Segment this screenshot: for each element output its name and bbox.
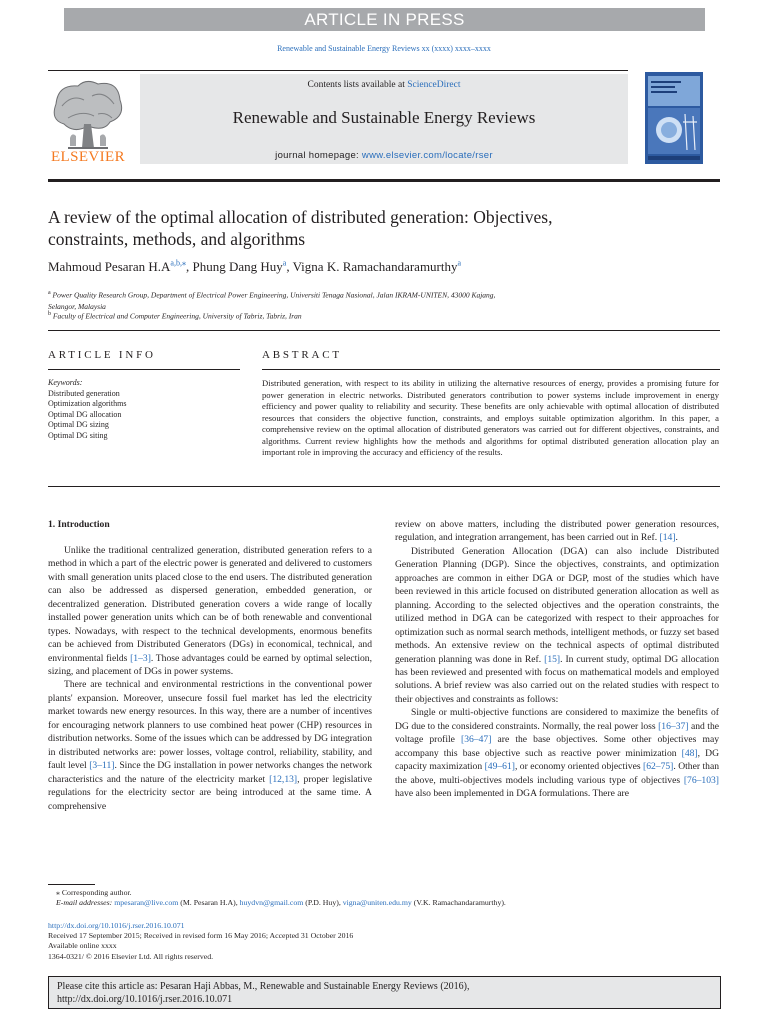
citation-link[interactable]: [14] (659, 532, 676, 544)
body-text: are the base objectives. Some other objectives may accompany this base objective such as reactive power minimization (395, 734, 720, 759)
body-text: Distributed Generation Allocation (DGA) can also include Distributed Generation Planning (DGP). Since the objectives, constraints, and optimization approaches are common in either DGA or DGP, most of the studies which have been reviewed in this article focused on distributed generation allocation as well as planning. According to the selected objectives and the operation constraints, the utilized method in DGA can be categorized with respect to their approaches for optimization such as normal search methods, intelligent methods, or fuzzy set based methods. An extensive review on the technical aspects of optimal distributed generation planning was done in Ref. (395, 545, 719, 665)
available-online: Available online xxxx (48, 941, 117, 951)
title-line-1: A review of the optimal allocation of distributed generation: Objectives, (48, 207, 553, 227)
email-link[interactable]: vigna@uniten.edu.my (342, 898, 412, 908)
body-paragraph (395, 545, 719, 706)
affiliation-marker: a (48, 290, 51, 296)
email-owner: (M. Pesaran H.A), (178, 898, 240, 908)
email-link[interactable]: huydvn@gmail.com (239, 898, 304, 908)
author-name: Vigna K. Ramachandaramurthy (292, 259, 458, 274)
body-text: and the voltage profile (395, 720, 719, 746)
footnote-rule (48, 884, 95, 885)
email-owner: (P.D. Huy), (303, 898, 343, 908)
received-dates: Received 17 September 2015; Received in revised form 16 May 2016; Accepted 31 October 2016 (48, 931, 354, 941)
affiliation-b (48, 309, 668, 322)
corresponding-author-note: ⁎ Corresponding author. (56, 888, 132, 897)
abstract-rule (262, 369, 720, 370)
body-text: Unlike the traditional centralized generation, distributed generation refers to a method in which a part of the electric power is generated and delivered to customers with small generation units placed close to the end users. The distributed generation can also be addressed as dispersed generation, embedded generation, or decentralized generation. Distributed generation covers a wide range of locally installed power generation units which can be of both renewable and conventional types. Nowadays, with respect to the technical developments, enormous benefits can be achieved from Distributed Generators (DGs) in economical, technical, and environmental fields (48, 544, 372, 664)
body-paragraph (395, 706, 719, 800)
affiliation-a-line-1: Power Quality Research Group, Department of Electrical Power Engineering, Universiti Tenaga Nasional, Jalan IKRAM-UNITEN, 43000 Kajang, (52, 290, 496, 300)
body-text: . Since the DG installation in power networks changes the network characteristics and the nature of the electricity market (48, 760, 372, 785)
body-text: . Other than the above, multi-objectives models including various type of objectives (395, 761, 719, 786)
body-divider-rule (48, 486, 720, 487)
keyword-item: Distributed generation (48, 388, 120, 398)
body-text: , or economy oriented objectives (514, 761, 643, 773)
journal-title: Renewable and Sustainable Energy Reviews (232, 108, 536, 127)
homepage-label: journal homepage: (275, 150, 359, 161)
footnotes (56, 888, 506, 908)
journal-cover-thumbnail (645, 72, 703, 164)
keywords-block (48, 378, 126, 442)
email-link[interactable]: mpesaran@live.com (114, 898, 179, 908)
contents-line (140, 80, 628, 90)
email-owner: (V.K. Ramachandaramurthy). (411, 898, 506, 908)
author-name: Phung Dang Huy (192, 259, 283, 274)
affiliation-marker: b (48, 311, 51, 317)
title-line-2: constraints, methods, and algorithms (48, 229, 306, 249)
cite-this-article-box (48, 976, 721, 1009)
body-text: . Those advantages could be earned by optimal selection, sizing, and placement of DGs in power systems. (48, 652, 373, 678)
body-text: have also been implemented in DGA formulations. There are (395, 788, 629, 800)
author-affiliation-link[interactable]: a (282, 258, 287, 268)
body-left-column (48, 518, 372, 813)
keyword-item: Optimal DG allocation (48, 409, 122, 419)
journal-reference-link[interactable]: Renewable and Sustainable Energy Reviews xx (xxxx) xxxx–xxxx (277, 44, 491, 53)
cite-line-1: Please cite this article as: Pesaran Haji Abbas, M., Renewable and Sustainable Energy Reviews (2016), (57, 981, 470, 992)
article-history (48, 921, 353, 962)
author-affiliation-link[interactable]: a (457, 258, 462, 268)
elsevier-wordmark: ELSEVIER (50, 149, 126, 165)
keywords-label: Keywords: (48, 378, 83, 387)
masthead-bottom-rule (48, 179, 720, 182)
body-paragraph (395, 518, 719, 545)
copyright-line: 1364-0321/ © 2016 Elsevier Ltd. All rights reserved. (48, 951, 214, 961)
article-info-heading: ARTICLE INFO (48, 349, 156, 361)
keyword-item: Optimal DG sizing (48, 420, 109, 430)
body-text: , DG capacity maximization (395, 747, 720, 773)
email-label: E-mail addresses: (56, 898, 113, 908)
body-text: . In current study, optimal DG allocation has been reviewed and presented with focus on mathematical models and employed solutions. A brief review was also carried out on the related studies with respect to their objectives and constraints as follows: (395, 653, 719, 705)
masthead-top-rule (48, 70, 628, 71)
citation-link[interactable]: [36–47] (461, 734, 492, 746)
author-separator: , (185, 259, 193, 274)
body-text: . (675, 532, 678, 544)
email-addresses (56, 898, 506, 908)
journal-masthead (140, 74, 628, 164)
author-list (48, 259, 461, 275)
citation-link[interactable]: [76–103] (683, 774, 719, 786)
keyword-item: Optimal DG siting (48, 430, 108, 440)
affiliation-b-text: Faculty of Electrical and Computer Engineering, University of Tabriz, Tabriz, Iran (52, 311, 302, 321)
citation-link[interactable]: [16–37] (658, 720, 689, 732)
sciencedirect-link[interactable]: ScienceDirect (407, 80, 461, 90)
cite-doi-link[interactable]: http://dx.doi.org/10.1016/j.rser.2016.10.071 (57, 994, 233, 1005)
citation-link[interactable]: [62–75] (643, 761, 674, 773)
body-text: There are technical and environmental restrictions in the conventional power plants' expansion. Moreover, unsecure fossil fuel market has led the electricity market towards new energy resources. In this way, there are a number of incentives for encouraging network planners to use combined heat power (CHP) resources in distribution networks. Some of the issues which can be addressed by DG integration in distributed networks are: power losses, voltage control, reliability, stability, and fault level (48, 679, 372, 772)
body-text: Single or multi-objective functions are considered to maximize the benefits of DG due to the considered constraints. Normally, the real power loss (395, 707, 719, 732)
citation-link[interactable]: [12,13] (269, 773, 298, 785)
body-paragraph (48, 678, 372, 813)
citation-link[interactable]: [3–11] (89, 760, 115, 772)
homepage-link[interactable]: www.elsevier.com/locate/rser (361, 150, 493, 161)
header-divider-rule (48, 330, 720, 331)
author-separator: , (286, 259, 293, 274)
section-heading: 1. Introduction (48, 519, 110, 530)
abstract-heading: ABSTRACT (262, 349, 342, 361)
cover-image (645, 72, 703, 164)
citation-link[interactable]: [1–3] (130, 652, 151, 664)
contents-prefix: Contents lists available at (307, 80, 405, 90)
article-title (48, 206, 688, 250)
body-paragraph (48, 544, 372, 679)
author-name: Mahmoud Pesaran H.A (48, 259, 171, 274)
journal-homepage (140, 150, 628, 161)
elsevier-logo (48, 76, 128, 166)
abstract-text: Distributed generation, with respect to its ability in utilizing the alternative resources of energy, provides a promising future for power generation in electric networks. Distributed generators contribution to power systems include improvement in energy efficiency and power quality to reliability and security. These benefits are only achievable with optimal allocation of distributed resources that considers the objective function, constraints, and employs suitable optimization algorithm. In this paper, a comprehensive review on the optimal allocation of distributed generators was carried out for different objectives, constraints, and algorithms. Current review highlights how the methods and algorithms for optimal distributed generation allocation play an important role in improving the accuracy and efficiency of the results. (262, 378, 719, 458)
citation-link[interactable]: [15] (544, 653, 561, 665)
citation-link[interactable]: [49–61] (484, 761, 515, 773)
affiliation-a (48, 288, 668, 312)
affiliation-a-line-2: Selangor, Malaysia (48, 301, 106, 311)
body-right-column (395, 518, 719, 801)
author-affiliation-link[interactable]: a,b,⁎ (170, 258, 186, 268)
citation-link[interactable]: [48] (681, 747, 698, 759)
keyword-item: Optimization algorithms (48, 399, 127, 409)
body-text: review on above matters, including the distributed power generation resources, regulation, and integration arrangement, has been carried out in Ref. (395, 519, 719, 544)
body-text: , proper legislative regulations for the electricity sector are being introduced at the same time. A comprehensive (48, 773, 372, 812)
article-info-rule (48, 369, 240, 370)
doi-link[interactable]: http://dx.doi.org/10.1016/j.rser.2016.10.071 (48, 921, 185, 930)
article-in-press-banner: ARTICLE IN PRESS (64, 8, 705, 31)
